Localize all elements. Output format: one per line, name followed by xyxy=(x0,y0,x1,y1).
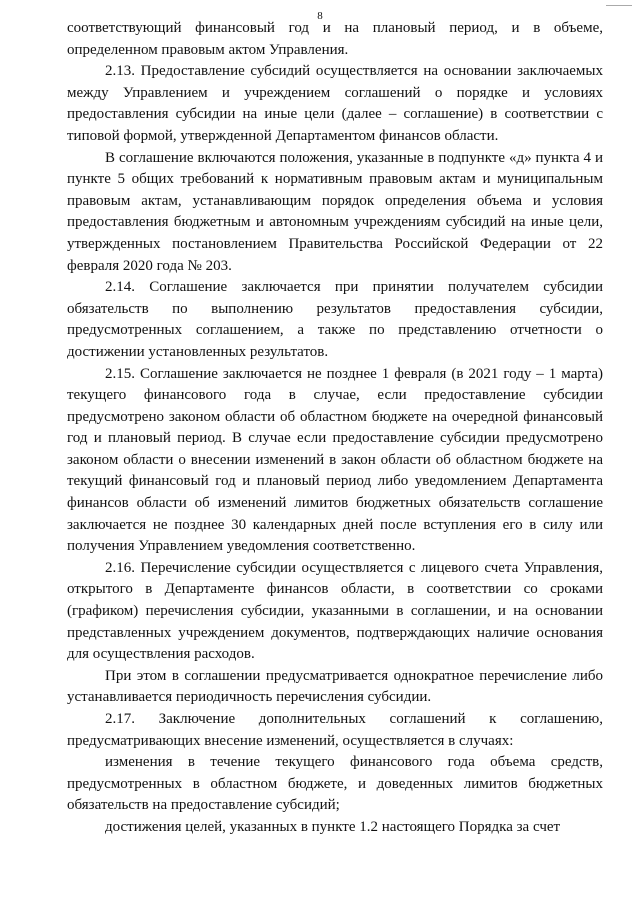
paragraph-agreement-provisions: В соглашение включаются положения, указанные в подпункте «д» пункта 4 и пункте 5 общих требований к нормативным правовым актам и муниципальным правовым актам, устанавливающим порядок определения объема и условия предоставления бюджетным и автономным учреждениям субсидий на иные цели, утвержденных постановлением Правительства Российской Федерации от 22 февраля 2020 года № 203. xyxy=(67,149,603,274)
scan-corner-mark xyxy=(606,0,632,6)
page-number: 8 xyxy=(317,10,323,22)
paragraph-2-16: 2.16. Перечисление субсидии осуществляется с лицевого счета Управления, открытого в Департаменте финансов области, в соответствии со сроками (графиком) перечисления субсидии, указанными в соглашении, и на основании представленных учреждением документов, подтверждающих наличие основания для осуществления расходов. xyxy=(67,559,603,663)
paragraph-2-17: 2.17. Заключение дополнительных соглашений к соглашению, предусматривающих внесение изменений, осуществляется в случаях: xyxy=(67,711,603,749)
paragraph-transfer-frequency: При этом в соглашении предусматривается однократное перечисление либо устанавливается периодичность перечисления субсидии. xyxy=(67,667,603,706)
paragraph-2-13: 2.13. Предоставление субсидий осуществляется на основании заключаемых между Управлением и учреждением соглашений о порядке и условиях предоставления субсидии на иные цели (далее – соглашение) в соответствии с типовой формой, утвержденной Департаментом финансов области. xyxy=(67,63,603,144)
paragraph-case-budget-change: изменения в течение текущего финансового года объема средств, предусмотренных в областном бюджете, и доведенных лимитов бюджетных обязательств на предоставление субсидий; xyxy=(67,754,603,814)
paragraph-2-14: 2.14. Соглашение заключается при принятии получателем субсидии обязательств по выполнению результатов предоставления субсидии, предусмотренных соглашением, а также по представлению отчетности о достижении установленных результатов. xyxy=(67,279,603,360)
document-body xyxy=(67,18,603,839)
paragraph-2-15: 2.15. Соглашение заключается не позднее 1 февраля (в 2021 году – 1 марта) текущего финансового года в случае, если предоставление субсидии предусмотрено законом области об областном бюджете на очередной финансовый год и плановый период. В случае если предоставление субсидии предусмотрено законом области о внесении изменений в закон области об областном бюджете на текущий финансовый год и плановый период либо уведомлением Департамента финансов области об изменений лимитов бюджетных обязательств соглашение заключается не позднее 30 календарных дней после вступления его в силу или получения Управлением уведомления соответственно. xyxy=(67,365,603,555)
paragraph-case-goals: достижения целей, указанных в пункте 1.2 настоящего Порядка за счет xyxy=(105,818,561,835)
paragraph-continuation: соответствующий финансовый год и на плановый период, и в объеме, определенном правовым актом Управления. xyxy=(67,20,603,58)
